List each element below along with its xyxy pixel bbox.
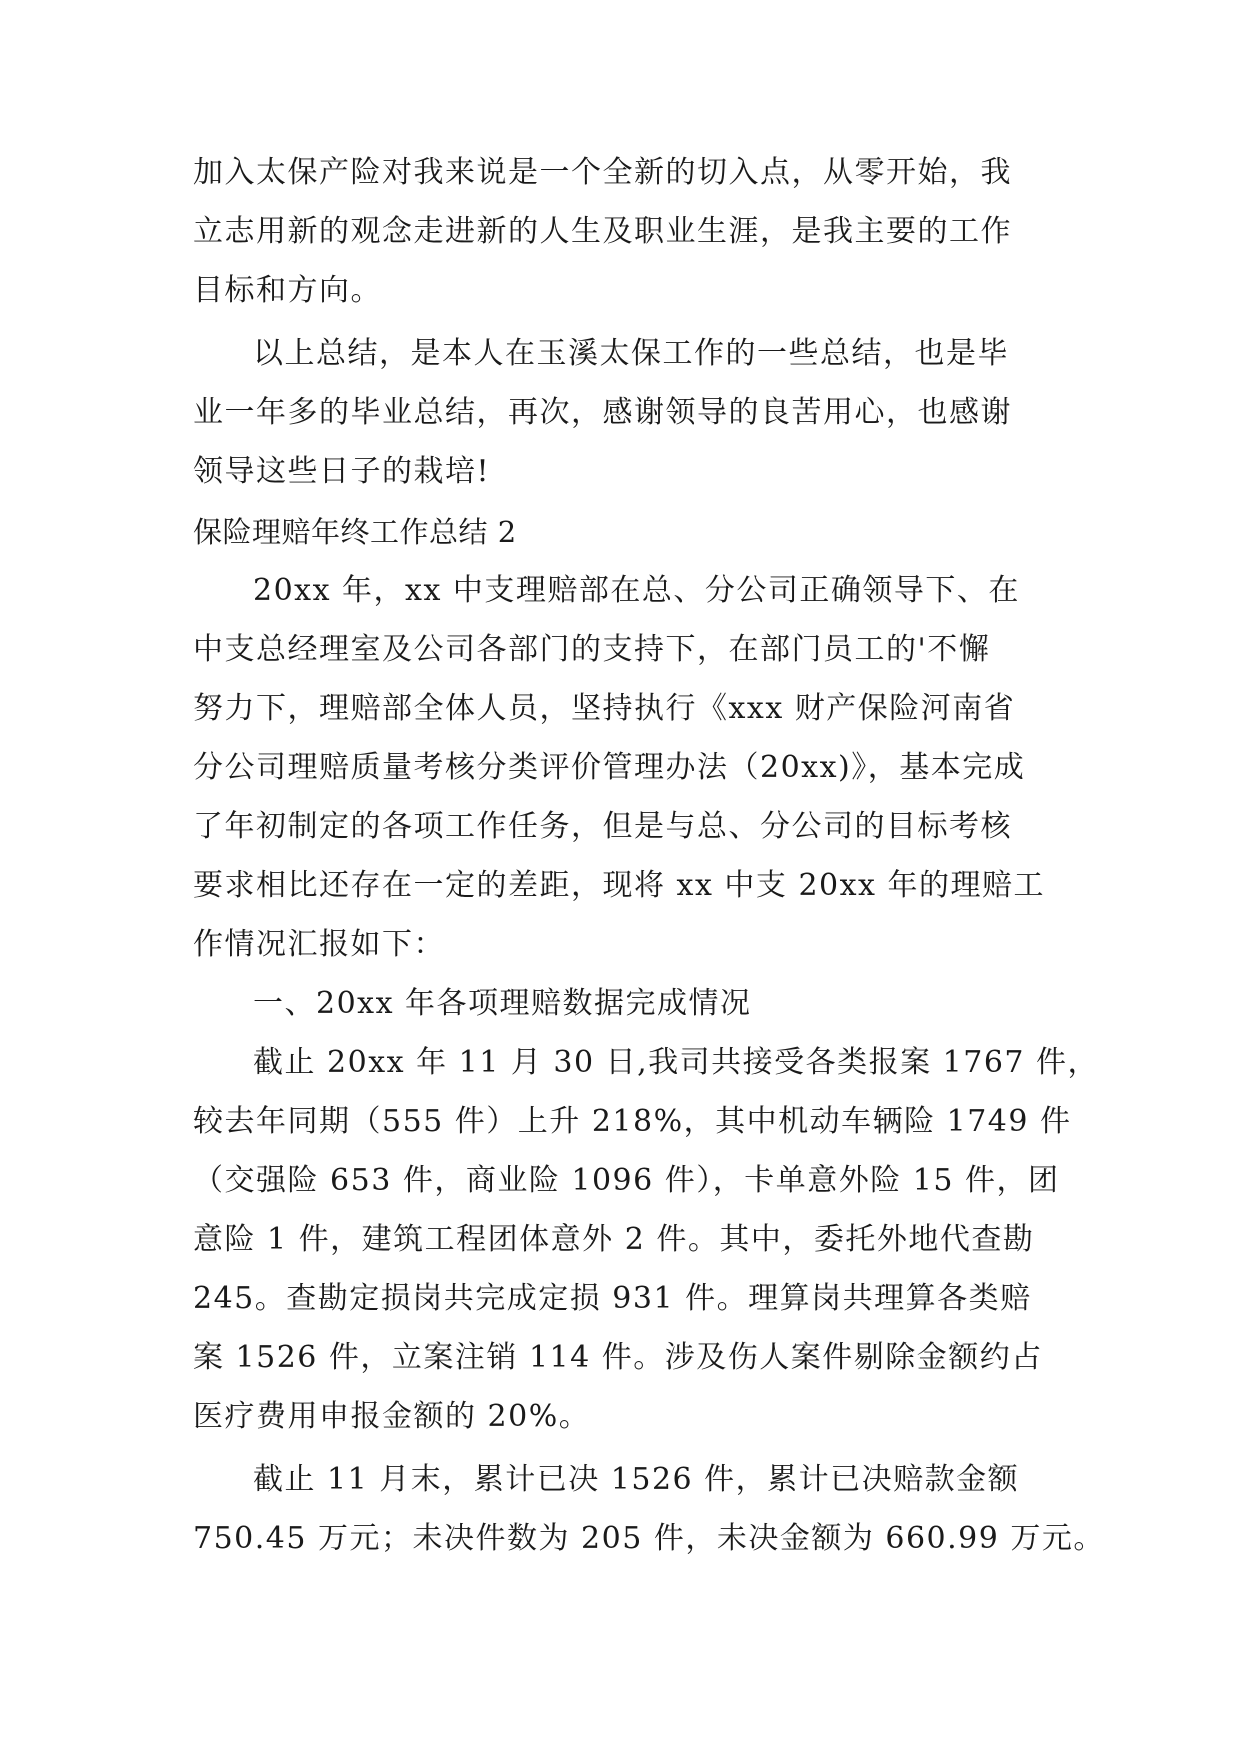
paragraph-line: 截止 20xx 年 11 月 30 日,我司共接受各类报案 1767 件， [253,1045,1100,1080]
paragraph-line: 中支总经理室及公司各部门的支持下，在部门员工的'不懈 [193,632,991,667]
paragraph-line: 以上总结，是本人在玉溪太保工作的一些总结，也是毕 [253,336,1009,371]
paragraph-line: 较去年同期（555 件）上升 218%，其中机动车辆险 1749 件 [193,1104,1072,1139]
section-heading: 保险理赔年终工作总结 2 [193,515,517,549]
paragraph-line: 截止 11 月末，累计已决 1526 件，累计已决赔款金额 [253,1462,1020,1497]
paragraph-line: 了年初制定的各项工作任务，但是与总、分公司的目标考核 [193,809,1012,844]
paragraph-line: 245。查勘定损岗共完成定损 931 件。理算岗共理算各类赔 [193,1281,1032,1316]
paragraph-line: 医疗费用申报金额的 20%。 [193,1399,591,1434]
paragraph-line: 作情况汇报如下： [193,927,445,962]
paragraph-line: 750.45 万元；未决件数为 205 件，未决金额为 660.99 万元。 [193,1521,1105,1556]
paragraph-line: 努力下，理赔部全体人员，坚持执行《xxx 财产保险河南省 [193,691,1016,726]
paragraph-line: 领导这些日子的栽培! [193,454,491,489]
paragraph-line: 加入太保产险对我来说是一个全新的切入点，从零开始，我 [193,155,1012,190]
paragraph-line: 意险 1 件，建筑工程团体意外 2 件。其中，委托外地代查勘 [193,1222,1035,1257]
paragraph-line: 立志用新的观念走进新的人生及职业生涯，是我主要的工作 [193,214,1012,249]
paragraph-line: 目标和方向。 [193,273,382,308]
paragraph-line: 20xx 年，xx 中支理赔部在总、分公司正确领导下、在 [253,573,1020,608]
paragraph-line: （交强险 653 件，商业险 1096 件），卡单意外险 15 件，团 [193,1163,1060,1198]
subsection-heading: 一、20xx 年各项理赔数据完成情况 [253,986,752,1021]
paragraph-line: 案 1526 件，立案注销 114 件。涉及伤人案件剔除金额约占 [193,1340,1043,1375]
paragraph-line: 要求相比还存在一定的差距，现将 xx 中支 20xx 年的理赔工 [193,868,1045,903]
paragraph-line: 分公司理赔质量考核分类评价管理办法（20xx)》，基本完成 [193,750,1026,785]
paragraph-line: 业一年多的毕业总结，再次，感谢领导的良苦用心，也感谢 [193,395,1012,430]
